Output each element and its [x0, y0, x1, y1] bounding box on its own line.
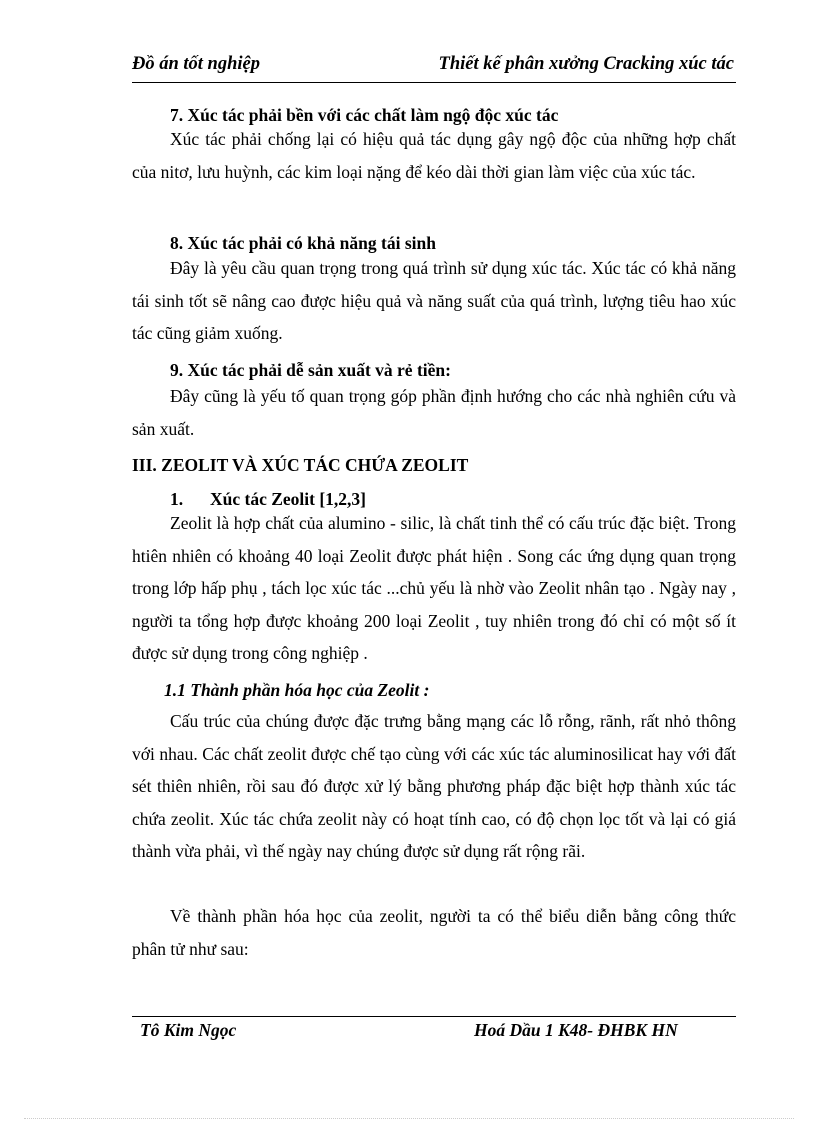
- section-9-heading: 9. Xúc tác phải dễ sản xuất và rẻ tiền:: [170, 360, 451, 380]
- footer-divider: [132, 1016, 736, 1017]
- footer-author: Tô Kim Ngọc: [140, 1020, 237, 1040]
- subsection-1-heading: Xúc tác Zeolit [1,2,3]: [210, 489, 367, 509]
- section-7-paragraph: Xúc tác phải chống lại có hiệu quả tác dụng gây ngộ độc của những hợp chất của nitơ, lưu huỳnh, các kim loại nặng để kéo dài thời gian làm việc của xúc tác.: [132, 129, 736, 182]
- page-bottom-border: [24, 1118, 794, 1119]
- section-8-heading: 8. Xúc tác phải có khả năng tái sinh: [170, 233, 436, 253]
- subsection-1-1-heading: 1.1 Thành phần hóa học của Zeolit :: [164, 680, 430, 700]
- subsection-1-paragraph: Zeolit là hợp chất của alumino - silic, là chất tinh thể có cấu trúc đặc biệt. Trong htiên nhiên có khoảng 40 loại Zeolit được phát hiện . Song các ứng dụng quan trọng trong lớp hấp phụ , tách lọc xúc tác ...chủ yếu là nhờ vào Zeolit nhân tạo . Ngày nay , người ta tổng hợp được khoảng 200 loại Zeolit , tuy nhiên trong đó chỉ có một số ít được sử dụng trong công nghiệp .: [132, 513, 736, 663]
- chapter-heading: III. ZEOLIT VÀ XÚC TÁC CHỨA ZEOLIT: [132, 455, 469, 475]
- formula-intro-paragraph: Về thành phần hóa học của zeolit, người ta có thể biểu diễn bằng công thức phân tử như sau:: [132, 906, 736, 959]
- page-header: [132, 50, 736, 83]
- section-9-paragraph: Đây cũng là yếu tố quan trọng góp phần định hướng cho các nhà nghiên cứu và sản xuất.: [132, 386, 736, 439]
- footer-class: Hoá Dầu 1 K48- ĐHBK HN: [474, 1020, 678, 1040]
- header-thesis-title: Thiết kế phân xưởng Cracking xúc tác: [438, 54, 734, 74]
- subsection-1-number: 1.: [170, 489, 184, 509]
- subsection-1-1-paragraph: Cấu trúc của chúng được đặc trưng bằng mạng các lỗ rỗng, rãnh, rất nhỏ thông với nhau. Các chất zeolit được chế tạo cùng với các xúc tác aluminosilicat hay với đất sét thiên nhiên, rồi sau đó được xử lý bằng phương pháp đặc biệt hợp thành xúc tác chứa zeolit. Xúc tác chứa zeolit này có hoạt tính cao, có độ chọn lọc tốt và lại có giá thành vừa phải, vì thế ngày nay chúng được sử dụng rất rộng rãi.: [132, 711, 736, 861]
- section-7-heading: 7. Xúc tác phải bền với các chất làm ngộ độc xúc tác: [170, 105, 559, 125]
- header-document-type: Đồ án tốt nghiệp: [132, 54, 260, 74]
- section-8-paragraph: Đây là yêu cầu quan trọng trong quá trình sử dụng xúc tác. Xúc tác có khả năng tái sinh tốt sẽ nâng cao được hiệu quả và năng suất của quá trình, lượng tiêu hao xúc tác cũng giảm xuống.: [132, 258, 736, 343]
